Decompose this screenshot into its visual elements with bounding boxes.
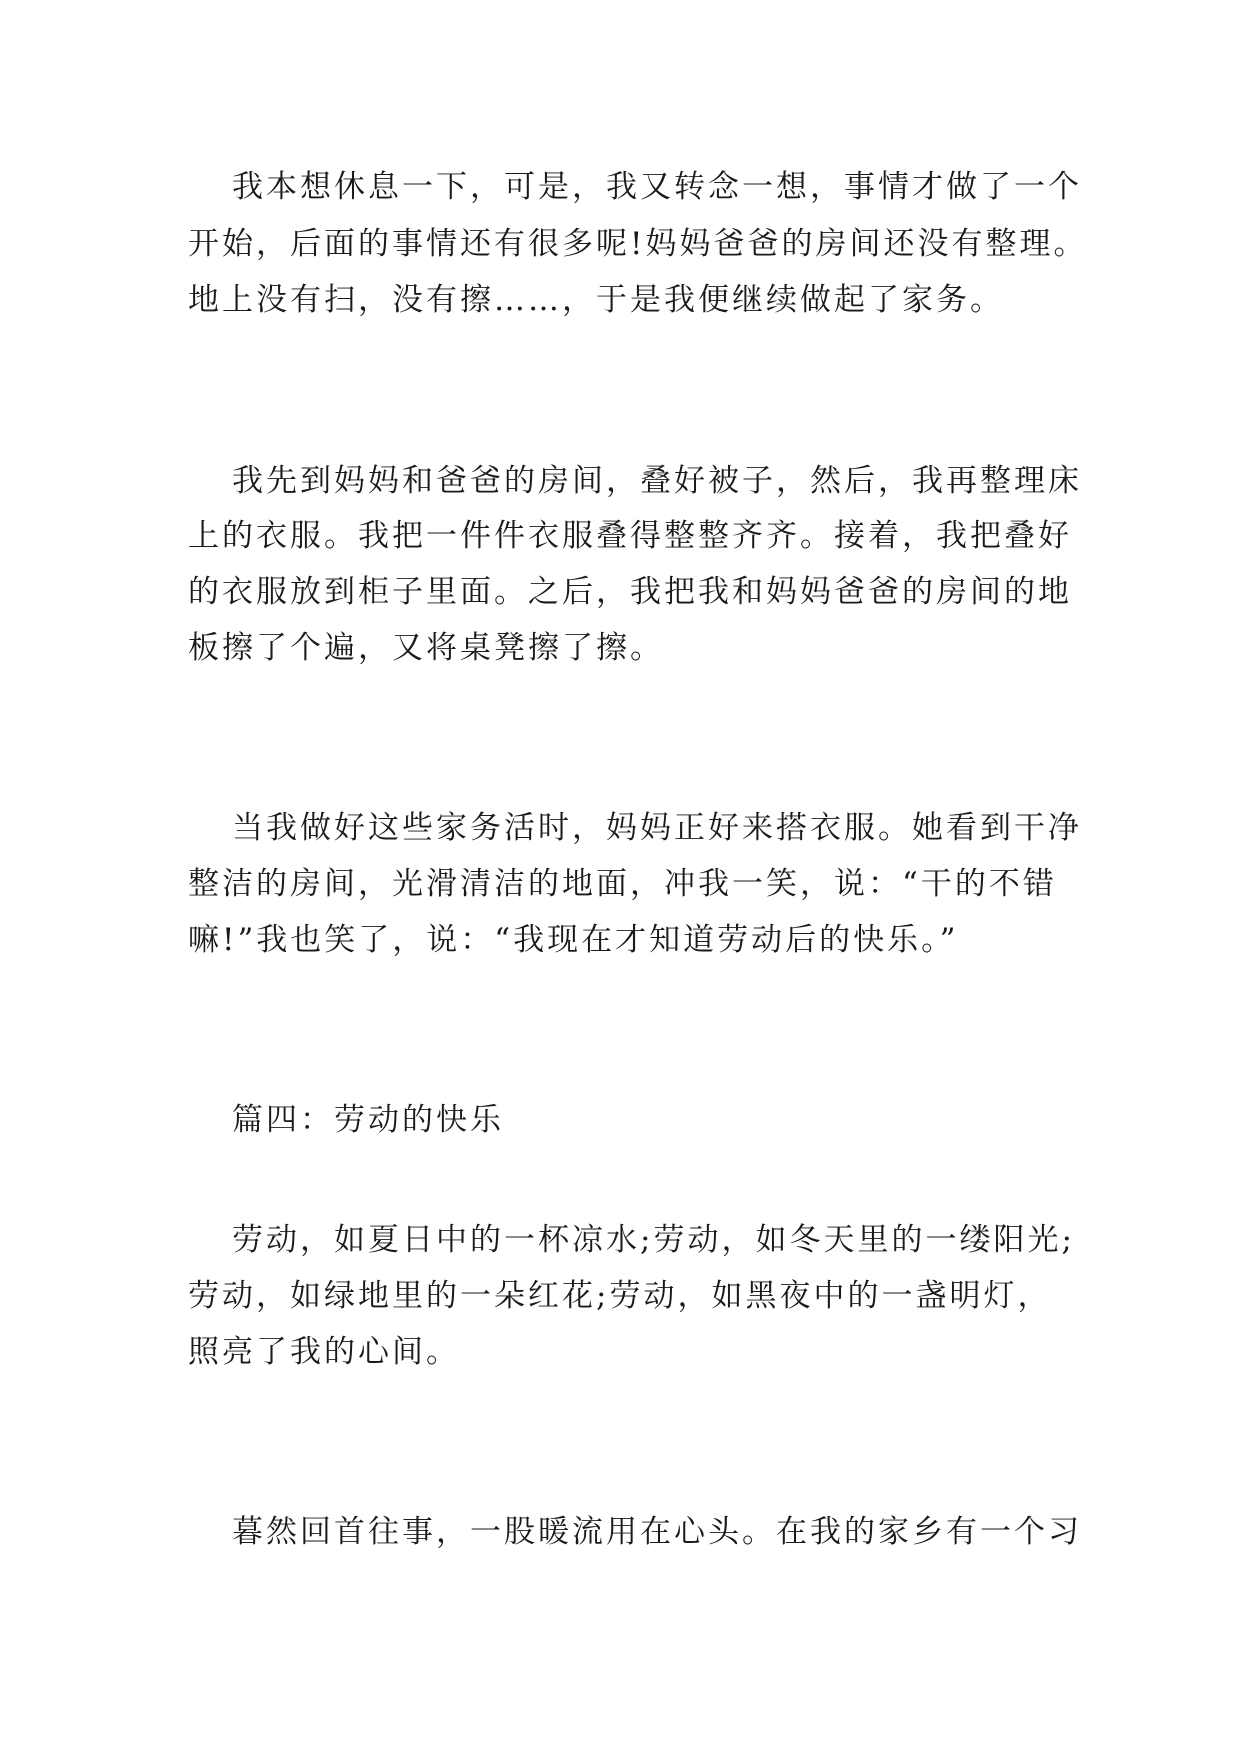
paragraph-5-line-2: 劳动，如绿地里的一朵红花;劳动，如黑夜中的一盏明灯， xyxy=(188,1278,1052,1314)
paragraph-5-line-3: 照亮了我的心间。 xyxy=(188,1334,460,1370)
paragraph-2-line-3: 的衣服放到柜子里面。之后，我把我和妈妈爸爸的房间的地 xyxy=(188,574,1072,610)
paragraph-2-line-2: 上的衣服。我把一件件衣服叠得整整齐齐。接着，我把叠好 xyxy=(188,518,1072,554)
section-heading: 篇四：劳动的快乐 xyxy=(232,1102,504,1138)
paragraph-6-line-1: 暮然回首往事，一股暖流用在心头。在我的家乡有一个习 xyxy=(232,1514,1082,1550)
paragraph-1-line-2: 开始，后面的事情还有很多呢!妈妈爸爸的房间还没有整理。 xyxy=(188,226,1088,262)
paragraph-3-line-1: 当我做好这些家务活时，妈妈正好来搭衣服。她看到干净 xyxy=(232,810,1082,846)
paragraph-2-line-1: 我先到妈妈和爸爸的房间，叠好被子，然后，我再整理床 xyxy=(232,463,1082,499)
paragraph-5-line-1: 劳动，如夏日中的一杯凉水;劳动，如冬天里的一缕阳光; xyxy=(232,1222,1075,1258)
paragraph-3-line-3: 嘛!”我也笑了，说：“我现在才知道劳动后的快乐。” xyxy=(188,922,959,958)
paragraph-1-line-3: 地上没有扫，没有擦……，于是我便继续做起了家务。 xyxy=(188,282,1004,318)
paragraph-3-line-2: 整洁的房间，光滑清洁的地面，冲我一笑，说：“干的不错 xyxy=(188,866,1057,902)
paragraph-1-line-1: 我本想休息一下，可是，我又转念一想，事情才做了一个 xyxy=(232,169,1082,205)
paragraph-2-line-4: 板擦了个遍，又将桌凳擦了擦。 xyxy=(188,630,664,666)
